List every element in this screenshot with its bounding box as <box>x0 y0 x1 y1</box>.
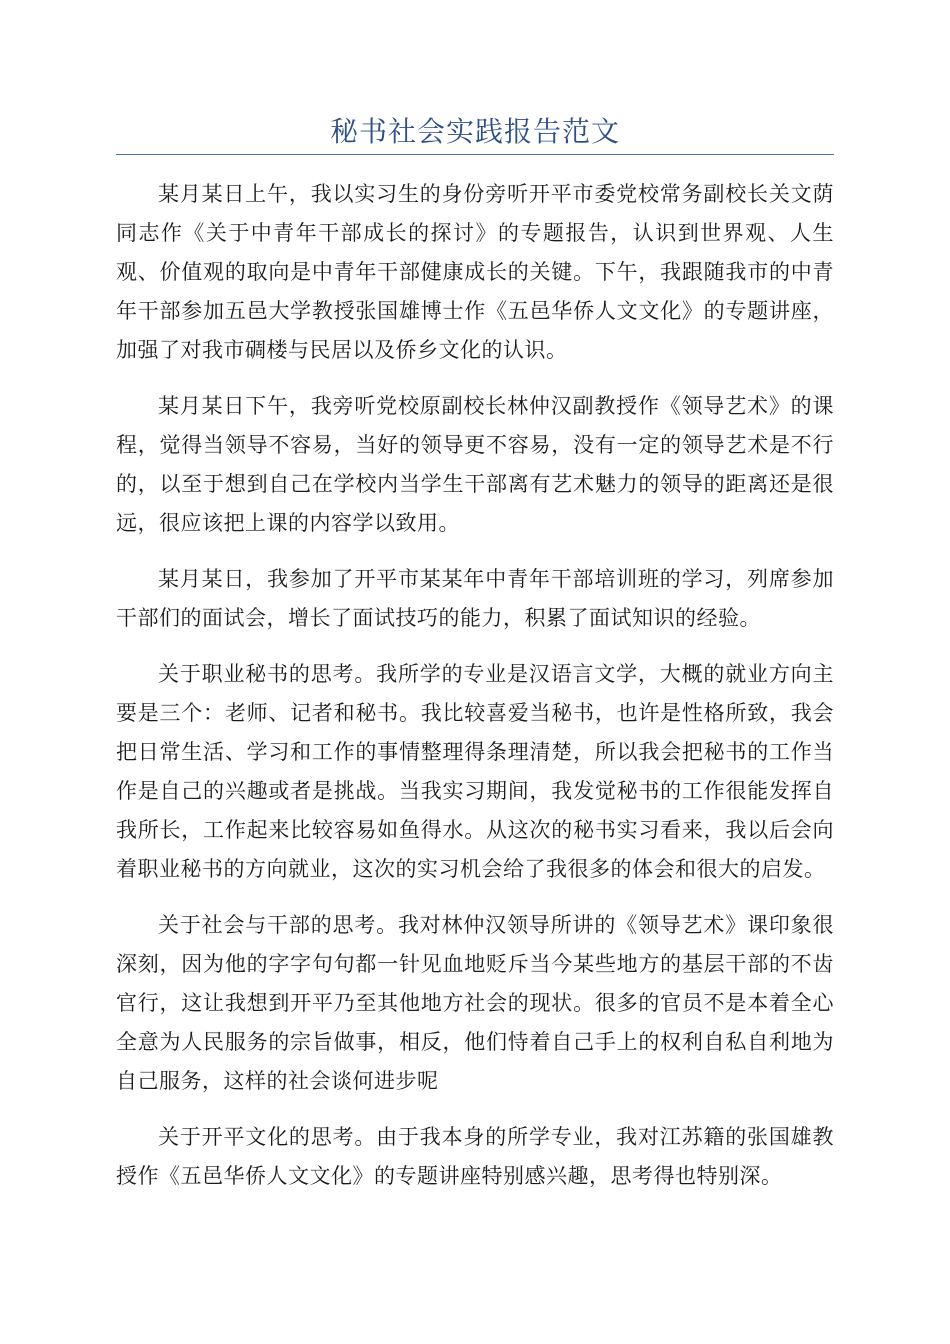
document-body <box>116 175 834 1213</box>
paragraph-5: 关于社会与干部的思考。我对林仲汉领导所讲的《领导艺术》课印象很深刻，因为他的字字句句都一针见血地贬斥当今某些地方的基层干部的不齿官行，这让我想到开平乃至其他地方社会的现状。很多的官员不是本着全心全意为人民服务的宗旨做事，相反，他们恃着自己手上的权利自私自利地为自己服务，这样的社会谈何进步呢 <box>116 913 834 1093</box>
paragraph-4: 关于职业秘书的思考。我所学的专业是汉语言文学，大概的就业方向主要是三个：老师、记者和秘书。我比较喜爱当秘书，也许是性格所致，我会把日常生活、学习和工作的事情整理得条理清楚，所以我会把秘书的工作当作是自己的兴趣或者是挑战。当我实习期间，我发觉秘书的工作很能发挥自我所长，工作起来比较容易如鱼得水。从这次的秘书实习看来，我以后会向着职业秘书的方向就业，这次的实习机会给了我很多的体会和很大的启发。 <box>116 662 834 881</box>
title-underline <box>116 154 834 155</box>
document-title: 秘书社会实践报告范文 <box>329 115 620 148</box>
paragraph-6: 关于开平文化的思考。由于我本身的所学专业，我对江苏籍的张国雄教授作《五邑华侨人文文化》的专题讲座特别感兴趣，思考得也特别深。 <box>116 1125 834 1188</box>
paragraph-2: 某月某日下午，我旁听党校原副校长林仲汉副教授作《领导艺术》的课程，觉得当领导不容易，当好的领导更不容易，没有一定的领导艺术是不行的，以至于想到自己在学校内当学生干部离有艺术魅力的领导的距离还是很远，很应该把上课的内容学以致用。 <box>116 394 834 535</box>
paragraph-3: 某月某日，我参加了开平市某某年中青年干部培训班的学习，列席参加干部们的面试会，增长了面试技巧的能力，积累了面试知识的经验。 <box>116 567 834 630</box>
paragraph-1: 某月某日上午，我以实习生的身份旁听开平市委党校常务副校长关文荫同志作《关于中青年干部成长的探讨》的专题报告，认识到世界观、人生观、价值观的取向是中青年干部健康成长的关键。下午，我跟随我市的中青年干部参加五邑大学教授张国雄博士作《五邑华侨人文文化》的专题讲座，加强了对我市碉楼与民居以及侨乡文化的认识。 <box>116 182 834 362</box>
